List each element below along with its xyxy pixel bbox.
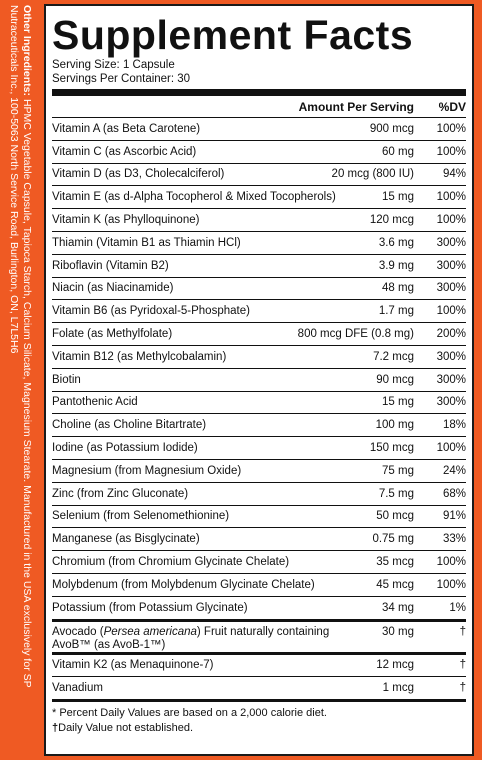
nutrient-dv: 68% xyxy=(442,487,466,500)
nutrient-dv: 94% xyxy=(442,168,466,181)
table-row xyxy=(52,527,466,550)
nutrient-name: Folate (as Methylfolate) xyxy=(52,328,173,341)
table-row xyxy=(52,482,466,505)
table-row xyxy=(52,652,466,677)
nutrient-name: Thiamin (Vitamin B1 as Thiamin HCl) xyxy=(52,236,241,249)
table-header xyxy=(52,96,466,117)
supplement-facts-panel xyxy=(44,4,474,756)
nutrient-dv: † xyxy=(459,625,466,638)
footnote-dagger: †Daily Value not established. xyxy=(52,722,194,735)
table-row xyxy=(52,391,466,414)
nutrient-amount: 120 mcg xyxy=(369,214,414,227)
nutrient-dv: 300% xyxy=(436,350,466,363)
nutrient-name: Vitamin A (as Beta Carotene) xyxy=(52,122,201,135)
table-row xyxy=(52,299,466,322)
table-row xyxy=(52,345,466,368)
nutrient-name: Selenium (from Selenomethionine) xyxy=(52,510,230,523)
nutrient-amount: 1 mcg xyxy=(382,682,414,695)
serving-size: Serving Size: 1 Capsule xyxy=(52,59,175,71)
nutrient-dv: 24% xyxy=(442,464,466,477)
nutrient-list xyxy=(52,117,466,619)
nutrient-name: Molybdenum (from Molybdenum Glycinate Chelate) xyxy=(52,578,315,591)
nutrient-amount: 75 mg xyxy=(382,464,414,477)
table-row xyxy=(52,140,466,163)
nutrient-name: Vitamin D (as D3, Cholecalciferol) xyxy=(52,168,225,181)
nutrient-amount: 20 mcg (800 IU) xyxy=(331,168,414,181)
nutrient-amount: 50 mcg xyxy=(376,510,414,523)
table-row xyxy=(52,185,466,208)
nutrient-dv: 100% xyxy=(436,305,466,318)
table-row xyxy=(52,459,466,482)
nutrient-list-2 xyxy=(52,652,466,700)
other-ingredients-body: HPMC Vegetable Capsule, Tapioca Starch, Calcium Silicate, Magnesium Stearate. Manufactured in the USA exclusively for SP Nutraceuticals Inc., 100-5063 North Service Road, Burlington, ON, L7L5H6 xyxy=(8,5,33,688)
nutrient-dv: 100% xyxy=(436,145,466,158)
table-row xyxy=(52,208,466,231)
nutrient-dv: 33% xyxy=(442,533,466,546)
nutrient-dv: † xyxy=(459,682,466,695)
nutrient-dv: 18% xyxy=(442,419,466,432)
nutrient-dv: 300% xyxy=(436,282,466,295)
nutrient-dv: 1% xyxy=(449,601,466,614)
table-row xyxy=(52,254,466,277)
table-row xyxy=(52,231,466,254)
other-ingredients-label: Other Ingredients: xyxy=(21,5,33,97)
nutrient-name: Potassium (from Potassium Glycinate) xyxy=(52,601,248,614)
table-row xyxy=(52,550,466,573)
nutrient-dv: 300% xyxy=(436,236,466,249)
table-row xyxy=(52,413,466,436)
nutrient-amount: 150 mcg xyxy=(369,442,414,455)
table-row xyxy=(52,676,466,699)
table-row xyxy=(52,573,466,596)
nutrient-amount: 7.5 mg xyxy=(378,487,414,500)
nutrient-name: Iodine (as Potassium Iodide) xyxy=(52,442,198,455)
nutrient-name: Choline (as Choline Bitartrate) xyxy=(52,419,207,432)
footnotes xyxy=(52,699,466,736)
table-row xyxy=(52,117,466,140)
nutrient-name: Zinc (from Zinc Gluconate) xyxy=(52,487,189,500)
header-dv: %DV xyxy=(438,100,466,114)
nutrient-name: Magnesium (from Magnesium Oxide) xyxy=(52,464,242,477)
nutrient-amount: 30 mg xyxy=(382,625,414,638)
nutrient-amount: 45 mcg xyxy=(376,578,414,591)
nutrient-amount: 12 mcg xyxy=(376,659,414,672)
nutrient-amount: 35 mcg xyxy=(376,556,414,569)
nutrient-name: Manganese (as Bisglycinate) xyxy=(52,533,200,546)
nutrient-amount: 3.6 mg xyxy=(378,236,414,249)
nutrient-dv: 100% xyxy=(436,214,466,227)
nutrient-name: Vitamin E (as d-Alpha Tocopherol & Mixed Tocopherols) xyxy=(52,191,336,204)
nutrient-name: Vanadium xyxy=(52,682,103,695)
nutrient-dv: 100% xyxy=(436,191,466,204)
nutrient-name: Vitamin B6 (as Pyridoxal-5-Phosphate) xyxy=(52,305,250,318)
nutrient-name: Vitamin K (as Phylloquinone) xyxy=(52,214,200,227)
nutrient-name: Chromium (from Chromium Glycinate Chelate) xyxy=(52,556,290,569)
table-row xyxy=(52,505,466,528)
table-row xyxy=(52,163,466,186)
thick-divider xyxy=(52,89,466,96)
nutrient-name: Niacin (as Niacinamide) xyxy=(52,282,174,295)
nutrient-dv: 300% xyxy=(436,396,466,409)
nutrient-dv: † xyxy=(459,659,466,672)
servings-per-container: Servings Per Container: 30 xyxy=(52,73,191,85)
nutrient-dv: 300% xyxy=(436,259,466,272)
nutrient-dv: 91% xyxy=(442,510,466,523)
table-row xyxy=(52,436,466,459)
nutrient-dv: 100% xyxy=(436,442,466,455)
nutrient-amount: 34 mg xyxy=(382,601,414,614)
nutrient-amount: 100 mg xyxy=(375,419,414,432)
nutrient-amount: 0.75 mg xyxy=(372,533,414,546)
nutrient-dv: 100% xyxy=(436,556,466,569)
nutrient-amount: 1.7 mg xyxy=(378,305,414,318)
nutrient-name: Vitamin B12 (as Methylcobalamin) xyxy=(52,350,227,363)
other-ingredients-text xyxy=(7,5,33,755)
table-row xyxy=(52,322,466,345)
table-row xyxy=(52,368,466,391)
nutrient-amount: 15 mg xyxy=(382,191,414,204)
nutrient-name: Pantothenic Acid xyxy=(52,396,138,409)
table-row xyxy=(52,596,466,619)
nutrient-amount: 800 mcg DFE (0.8 mg) xyxy=(297,328,414,341)
table-row-avocado xyxy=(52,619,466,652)
table-row xyxy=(52,277,466,300)
nutrient-amount: 48 mg xyxy=(382,282,414,295)
footnote-dv: * Percent Daily Values are based on a 2,000 calorie diet. xyxy=(52,707,327,720)
header-amount: Amount Per Serving xyxy=(298,100,414,114)
nutrient-name: Vitamin C (as Ascorbic Acid) xyxy=(52,145,197,158)
nutrient-amount: 15 mg xyxy=(382,396,414,409)
nutrient-name: Vitamin K2 (as Menaquinone-7) xyxy=(52,659,214,672)
panel-title: Supplement Facts xyxy=(52,12,414,58)
nutrient-dv: 300% xyxy=(436,373,466,386)
other-ingredients-side xyxy=(0,0,40,760)
nutrient-name: Riboflavin (Vitamin B2) xyxy=(52,259,169,272)
nutrient-dv: 200% xyxy=(436,328,466,341)
nutrient-amount: 3.9 mg xyxy=(378,259,414,272)
nutrient-dv: 100% xyxy=(436,578,466,591)
nutrient-name: Biotin xyxy=(52,373,81,386)
nutrient-amount: 900 mcg xyxy=(369,122,414,135)
nutrient-name: Avocado (Persea americana) Fruit naturally containing AvoB™ (as AvoB-1™) xyxy=(52,625,330,651)
nutrient-amount: 7.2 mcg xyxy=(373,350,414,363)
nutrient-amount: 60 mg xyxy=(382,145,414,158)
nutrient-dv: 100% xyxy=(436,122,466,135)
nutrient-amount: 90 mcg xyxy=(376,373,414,386)
